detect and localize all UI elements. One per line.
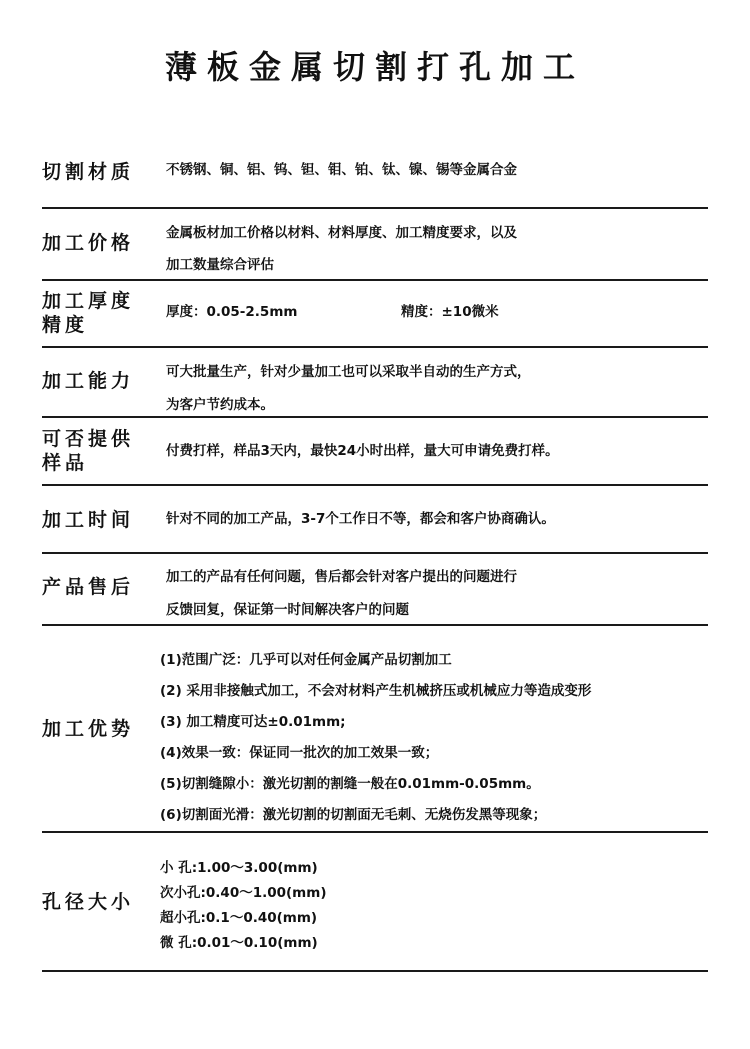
- divider: [42, 346, 708, 348]
- content-line: 次小孔:0.40～1.00(mm): [160, 885, 327, 901]
- content-line: 加工的产品有任何问题，售后都会针对客户提出的问题进行: [166, 569, 517, 585]
- row-content: [166, 561, 711, 627]
- divider: [42, 552, 708, 554]
- row-label: 孔径大小: [42, 891, 135, 913]
- divider: [42, 416, 708, 418]
- row-label: 切割材质: [42, 161, 135, 183]
- spec-row-after-sales: [42, 555, 708, 623]
- content-line: 为客户节约成本。: [166, 397, 274, 413]
- page-title: 薄板金属切割打孔加工: [164, 48, 585, 86]
- row-content: [160, 645, 708, 831]
- row-content: [166, 510, 711, 529]
- content-line: 金属板材加工价格以材料、材料厚度、加工精度要求，以及: [166, 225, 517, 241]
- spec-row-material: [42, 150, 708, 200]
- content-line: (1)范围广泛：几乎可以对任何金属产品切割加工: [160, 652, 452, 668]
- content-line: 反馈回复，保证第一时间解决客户的问题: [166, 602, 409, 618]
- content-line: (2) 采用非接触式加工，不会对材料产生机械挤压或机械应力等造成变形: [160, 683, 592, 699]
- row-label: 加工优势: [42, 718, 135, 740]
- row-label: 加工时间: [42, 509, 135, 531]
- content-line: 小 孔:1.00～3.00(mm): [160, 860, 318, 876]
- divider: [42, 207, 708, 209]
- content-line: 付费打样，样品3天内，最快24小时出样，量大可申请免费打样。: [166, 443, 559, 459]
- divider: [42, 484, 708, 486]
- spec-row-lead-time: [42, 487, 708, 551]
- row-content: [166, 217, 711, 281]
- row-label-line: 可否提供: [42, 428, 135, 450]
- spec-row-hole-sizes: [42, 834, 708, 968]
- content-line: 可大批量生产，针对少量加工也可以采取半自动的生产方式，: [166, 364, 531, 380]
- spec-row-capability: [42, 349, 708, 415]
- content-line: 超小孔:0.1～0.40(mm): [160, 910, 318, 926]
- content-line: 微 孔:0.01～0.10(mm): [160, 935, 318, 951]
- row-label: 加工价格: [42, 232, 135, 254]
- row-content: [166, 303, 711, 322]
- row-content: [166, 442, 711, 461]
- content-line: (5)切割缝隙小：激光切割的割缝一般在0.01mm-0.05mm。: [160, 776, 540, 792]
- thickness-value: 厚度：0.05-2.5mm: [166, 304, 298, 320]
- row-label: [42, 427, 134, 475]
- content-line: (4)效果一致：保证同一批次的加工效果一致；: [160, 745, 439, 761]
- divider: [42, 831, 708, 833]
- row-label-line: 精度: [42, 314, 89, 336]
- row-content: [166, 161, 711, 180]
- spec-row-advantages: [42, 627, 708, 829]
- spec-row-price: [42, 210, 708, 278]
- content-line: 针对不同的加工产品，3-7个工作日不等，都会和客户协商确认。: [166, 511, 555, 527]
- spec-row-samples: [42, 419, 708, 483]
- divider: [42, 279, 708, 281]
- spec-row-thickness: [42, 282, 708, 344]
- content-line: 不锈钢、铜、铝、钨、钽、钼、铂、钛、镍、锡等金属合金: [166, 162, 517, 178]
- divider: [42, 624, 708, 626]
- row-label-line: 样品: [42, 452, 89, 474]
- row-label: [42, 289, 134, 337]
- row-label: 产品售后: [42, 576, 135, 598]
- content-line: (3) 加工精度可达±0.01mm;: [160, 714, 346, 730]
- row-label: 加工能力: [42, 370, 135, 392]
- divider: [42, 970, 708, 972]
- row-content: [166, 356, 711, 422]
- row-content: [160, 856, 705, 956]
- content-line: 加工数量综合评估: [166, 257, 274, 273]
- row-label-line: 加工厚度: [42, 290, 135, 312]
- content-line: (6)切割面光滑：激光切割的切割面无毛刺、无烧伤发黑等现象；: [160, 807, 547, 823]
- precision-value: 精度：±10微米: [401, 304, 499, 320]
